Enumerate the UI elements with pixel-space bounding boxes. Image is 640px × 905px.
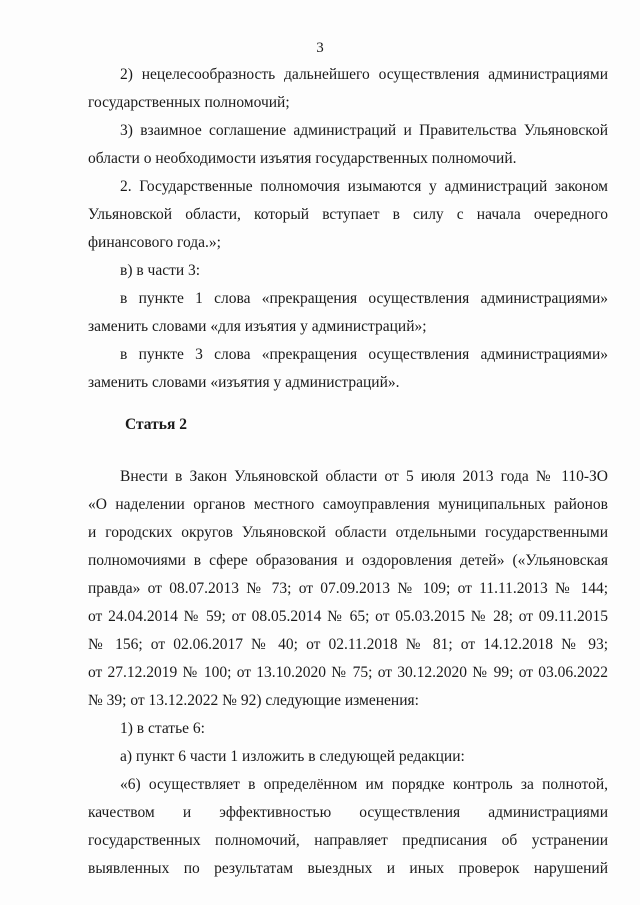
text-line: финансового года.»;: [88, 234, 221, 251]
text-line: качеством и эффективностью осуществления администрациями: [88, 804, 608, 821]
text-line: 2) нецелесообразность дальнейшего осуществления администрациями: [120, 66, 608, 83]
text-line: заменить словами «изъятия у администраций».: [88, 374, 400, 391]
text-line: области о необходимости изъятия государственных полномочий.: [88, 150, 517, 167]
text-line: заменить словами «для изъятия у администраций»;: [88, 318, 427, 335]
text-line: и городских округов Ульяновской области отдельными государственными: [88, 524, 608, 541]
text-line: выявленных по результатам выездных и иных проверок нарушений: [88, 860, 608, 877]
text-line: в пункте 1 слова «прекращения осуществления администрациями»: [120, 290, 608, 307]
text-line: 3) взаимное соглашение администраций и Правительства Ульяновской: [120, 122, 608, 139]
text-line: от 27.12.2019 № 100; от 13.10.2020 № 75; от 30.12.2020 № 99; от 03.06.2022: [88, 664, 608, 681]
text-line: Ульяновской области, который вступает в силу с начала очередного: [88, 206, 608, 223]
article-heading: Статья 2: [125, 416, 187, 433]
text-line: № 39; от 13.12.2022 № 92) следующие изменения:: [88, 692, 419, 709]
text-line: «О наделении органов местного самоуправления муниципальных районов: [88, 496, 608, 513]
text-line: 1) в статье 6:: [120, 720, 205, 737]
text-line: в) в части 3:: [120, 262, 201, 279]
text-line: № 156; от 02.06.2017 № 40; от 02.11.2018 № 81; от 14.12.2018 № 93;: [88, 636, 608, 653]
text-line: а) пункт 6 части 1 изложить в следующей редакции:: [120, 748, 465, 765]
text-line: полномочиями в сфере образования и оздоровления детей» («Ульяновская: [88, 552, 608, 569]
page-number: 3: [316, 40, 324, 56]
text-line: Внести в Закон Ульяновской области от 5 июля 2013 года № 110-ЗО: [120, 468, 608, 485]
text-line: государственных полномочий, направляет предписания об устранении: [88, 832, 608, 849]
text-line: «6) осуществляет в определённом им порядке контроль за полнотой,: [120, 776, 608, 793]
text-line: государственных полномочий;: [88, 94, 290, 111]
text-line: правда» от 08.07.2013 № 73; от 07.09.2013 № 109; от 11.11.2013 № 144;: [88, 580, 608, 597]
text-line: от 24.04.2014 № 59; от 08.05.2014 № 65; от 05.03.2015 № 28; от 09.11.2015: [88, 608, 608, 625]
text-line: 2. Государственные полномочия изымаются у администраций законом: [120, 178, 608, 195]
text-line: в пункте 3 слова «прекращения осуществления администрациями»: [120, 346, 608, 363]
